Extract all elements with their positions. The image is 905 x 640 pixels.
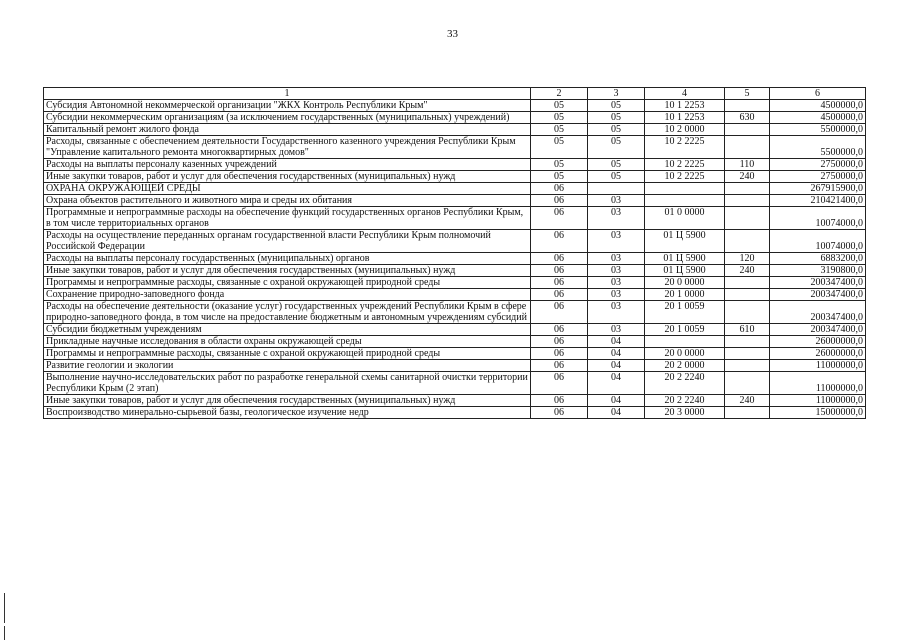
table-row [44, 336, 866, 348]
row-name-cell: Сохранение природно-заповедного фонда [44, 289, 531, 301]
row-section-cell: 06 [531, 289, 588, 301]
row-expense-type-cell: 120 [725, 253, 770, 265]
row-target-article-cell [645, 183, 725, 195]
row-amount-cell: 10074000,0 [770, 207, 866, 230]
row-amount-cell: 10074000,0 [770, 230, 866, 253]
row-subsection-cell [588, 183, 645, 195]
row-section-cell: 06 [531, 230, 588, 253]
row-expense-type-cell [725, 230, 770, 253]
row-subsection-cell: 03 [588, 301, 645, 324]
table-row [44, 100, 866, 112]
row-name-cell: Программы и непрограммные расходы, связанные с охраной окружающей природной среды [44, 277, 531, 289]
table-row [44, 301, 866, 324]
row-expense-type-cell [725, 136, 770, 159]
table-row [44, 183, 866, 195]
row-amount-cell: 267915900,0 [770, 183, 866, 195]
row-name-cell: Расходы на обеспечение деятельности (оказание услуг) государственных учреждений Республики Крым в сфере природно-заповедного фонда, в том числе на предоставление бюджетным и автономным учреждениям субсидий [44, 301, 531, 324]
row-section-cell: 06 [531, 183, 588, 195]
row-subsection-cell: 04 [588, 372, 645, 395]
row-subsection-cell: 04 [588, 336, 645, 348]
row-expense-type-cell [725, 207, 770, 230]
row-subsection-cell: 05 [588, 124, 645, 136]
row-subsection-cell: 04 [588, 407, 645, 419]
table-row [44, 171, 866, 183]
row-name-cell: ОХРАНА ОКРУЖАЮЩЕЙ СРЕДЫ [44, 183, 531, 195]
row-section-cell: 06 [531, 277, 588, 289]
row-section-cell: 05 [531, 171, 588, 183]
row-target-article-cell: 01 Ц 5900 [645, 230, 725, 253]
row-subsection-cell: 03 [588, 195, 645, 207]
row-target-article-cell: 10 2 2225 [645, 159, 725, 171]
row-expense-type-cell [725, 277, 770, 289]
table-row [44, 407, 866, 419]
row-amount-cell: 15000000,0 [770, 407, 866, 419]
row-subsection-cell: 03 [588, 230, 645, 253]
row-target-article-cell: 20 2 0000 [645, 360, 725, 372]
row-amount-cell: 200347400,0 [770, 289, 866, 301]
row-expense-type-cell [725, 183, 770, 195]
row-section-cell: 06 [531, 360, 588, 372]
table-row [44, 277, 866, 289]
row-amount-cell: 5500000,0 [770, 124, 866, 136]
row-amount-cell: 4500000,0 [770, 100, 866, 112]
table-row [44, 124, 866, 136]
row-expense-type-cell [725, 195, 770, 207]
row-subsection-cell: 05 [588, 136, 645, 159]
row-expense-type-cell [725, 360, 770, 372]
row-subsection-cell: 04 [588, 348, 645, 360]
row-name-cell: Программы и непрограммные расходы, связанные с охраной окружающей природной среды [44, 348, 531, 360]
row-subsection-cell: 05 [588, 112, 645, 124]
row-amount-cell: 3190800,0 [770, 265, 866, 277]
row-section-cell: 06 [531, 348, 588, 360]
table-row [44, 136, 866, 159]
row-expense-type-cell: 240 [725, 171, 770, 183]
row-name-cell: Прикладные научные исследования в области охраны окружающей среды [44, 336, 531, 348]
row-name-cell: Развитие геологии и экологии [44, 360, 531, 372]
table-row [44, 360, 866, 372]
row-subsection-cell: 04 [588, 395, 645, 407]
row-section-cell: 06 [531, 265, 588, 277]
row-target-article-cell: 20 0 0000 [645, 277, 725, 289]
row-name-cell: Субсидия Автономной некоммерческой организации "ЖКХ Контроль Республики Крым" [44, 100, 531, 112]
table-row [44, 324, 866, 336]
row-expense-type-cell [725, 289, 770, 301]
row-target-article-cell: 10 2 2225 [645, 136, 725, 159]
row-expense-type-cell: 110 [725, 159, 770, 171]
row-expense-type-cell: 610 [725, 324, 770, 336]
table-header-row [44, 88, 866, 100]
header-cell: 6 [770, 88, 866, 100]
row-section-cell: 05 [531, 159, 588, 171]
row-subsection-cell: 03 [588, 253, 645, 265]
row-section-cell: 06 [531, 372, 588, 395]
row-subsection-cell: 05 [588, 100, 645, 112]
row-name-cell: Воспроизводство минерально-сырьевой базы, геологическое изучение недр [44, 407, 531, 419]
row-section-cell: 06 [531, 324, 588, 336]
row-amount-cell: 26000000,0 [770, 336, 866, 348]
row-amount-cell: 5500000,0 [770, 136, 866, 159]
row-subsection-cell: 05 [588, 171, 645, 183]
table-row [44, 265, 866, 277]
row-amount-cell: 210421400,0 [770, 195, 866, 207]
row-amount-cell: 2750000,0 [770, 159, 866, 171]
row-expense-type-cell [725, 348, 770, 360]
row-section-cell: 06 [531, 207, 588, 230]
row-subsection-cell: 03 [588, 277, 645, 289]
row-name-cell: Охрана объектов растительного и животного мира и среды их обитания [44, 195, 531, 207]
row-name-cell: Расходы на выплаты персоналу государственных (муниципальных) органов [44, 253, 531, 265]
row-amount-cell: 6883200,0 [770, 253, 866, 265]
row-target-article-cell: 01 0 0000 [645, 207, 725, 230]
row-name-cell: Иные закупки товаров, работ и услуг для обеспечения государственных (муниципальных) нужд [44, 171, 531, 183]
row-target-article-cell: 10 2 2225 [645, 171, 725, 183]
row-amount-cell: 11000000,0 [770, 395, 866, 407]
row-expense-type-cell: 240 [725, 395, 770, 407]
row-target-article-cell: 20 1 0059 [645, 324, 725, 336]
row-subsection-cell: 03 [588, 289, 645, 301]
table-row [44, 395, 866, 407]
table-row [44, 195, 866, 207]
row-name-cell: Выполнение научно-исследовательских работ по разработке генеральной схемы санитарной очистки территории Республики Крым (2 этап) [44, 372, 531, 395]
table-row [44, 230, 866, 253]
row-subsection-cell: 03 [588, 324, 645, 336]
row-section-cell: 05 [531, 124, 588, 136]
row-section-cell: 06 [531, 407, 588, 419]
row-target-article-cell: 10 1 2253 [645, 100, 725, 112]
row-target-article-cell: 20 0 0000 [645, 348, 725, 360]
table-row [44, 253, 866, 265]
row-name-cell: Иные закупки товаров, работ и услуг для обеспечения государственных (муниципальных) нужд [44, 265, 531, 277]
row-target-article-cell: 20 1 0059 [645, 301, 725, 324]
row-section-cell: 06 [531, 301, 588, 324]
row-section-cell: 06 [531, 253, 588, 265]
row-expense-type-cell: 630 [725, 112, 770, 124]
row-name-cell: Расходы на осуществление переданных органам государственной власти Республики Крым полномочий Российской Федерации [44, 230, 531, 253]
header-cell: 1 [44, 88, 531, 100]
row-target-article-cell [645, 195, 725, 207]
row-name-cell: Расходы на выплаты персоналу казенных учреждений [44, 159, 531, 171]
row-name-cell: Капитальный ремонт жилого фонда [44, 124, 531, 136]
row-section-cell: 05 [531, 112, 588, 124]
budget-table [43, 87, 866, 419]
row-name-cell: Субсидии некоммерческим организациям (за исключением государственных (муниципальных) учреждений) [44, 112, 531, 124]
row-target-article-cell: 01 Ц 5900 [645, 253, 725, 265]
row-target-article-cell: 10 1 2253 [645, 112, 725, 124]
row-name-cell: Иные закупки товаров, работ и услуг для обеспечения государственных (муниципальных) нужд [44, 395, 531, 407]
row-subsection-cell: 04 [588, 360, 645, 372]
row-amount-cell: 4500000,0 [770, 112, 866, 124]
row-amount-cell: 11000000,0 [770, 372, 866, 395]
row-target-article-cell: 01 Ц 5900 [645, 265, 725, 277]
row-name-cell: Расходы, связанные с обеспечением деятельности Государственного казенного учреждения Республики Крым "Управление капитального ремонта многоквартирных домов" [44, 136, 531, 159]
row-expense-type-cell [725, 336, 770, 348]
table-body [44, 100, 866, 419]
table-row [44, 348, 866, 360]
row-subsection-cell: 03 [588, 265, 645, 277]
row-subsection-cell: 03 [588, 207, 645, 230]
row-target-article-cell: 20 3 0000 [645, 407, 725, 419]
table-row [44, 289, 866, 301]
row-expense-type-cell [725, 301, 770, 324]
row-amount-cell: 200347400,0 [770, 277, 866, 289]
header-cell: 5 [725, 88, 770, 100]
row-target-article-cell [645, 336, 725, 348]
row-name-cell: Субсидии бюджетным учреждениям [44, 324, 531, 336]
row-target-article-cell: 20 1 0000 [645, 289, 725, 301]
row-section-cell: 05 [531, 100, 588, 112]
table-row [44, 207, 866, 230]
header-cell: 3 [588, 88, 645, 100]
row-subsection-cell: 05 [588, 159, 645, 171]
margin-mark [4, 593, 5, 623]
row-target-article-cell: 20 2 2240 [645, 395, 725, 407]
row-amount-cell: 200347400,0 [770, 324, 866, 336]
table-row [44, 372, 866, 395]
row-section-cell: 06 [531, 336, 588, 348]
row-expense-type-cell: 240 [725, 265, 770, 277]
header-cell: 4 [645, 88, 725, 100]
margin-mark [4, 626, 5, 640]
row-amount-cell: 11000000,0 [770, 360, 866, 372]
row-expense-type-cell [725, 100, 770, 112]
row-section-cell: 06 [531, 395, 588, 407]
row-expense-type-cell [725, 407, 770, 419]
row-amount-cell: 2750000,0 [770, 171, 866, 183]
row-amount-cell: 26000000,0 [770, 348, 866, 360]
header-cell: 2 [531, 88, 588, 100]
row-target-article-cell: 20 2 2240 [645, 372, 725, 395]
row-section-cell: 06 [531, 195, 588, 207]
row-expense-type-cell [725, 124, 770, 136]
table-row [44, 159, 866, 171]
table-row [44, 112, 866, 124]
row-name-cell: Программные и непрограммные расходы на обеспечение функций государственных органов Республики Крым, в том числе территориальных органов [44, 207, 531, 230]
row-target-article-cell: 10 2 0000 [645, 124, 725, 136]
row-amount-cell: 200347400,0 [770, 301, 866, 324]
page-number: 33 [447, 28, 458, 40]
row-expense-type-cell [725, 372, 770, 395]
row-section-cell: 05 [531, 136, 588, 159]
